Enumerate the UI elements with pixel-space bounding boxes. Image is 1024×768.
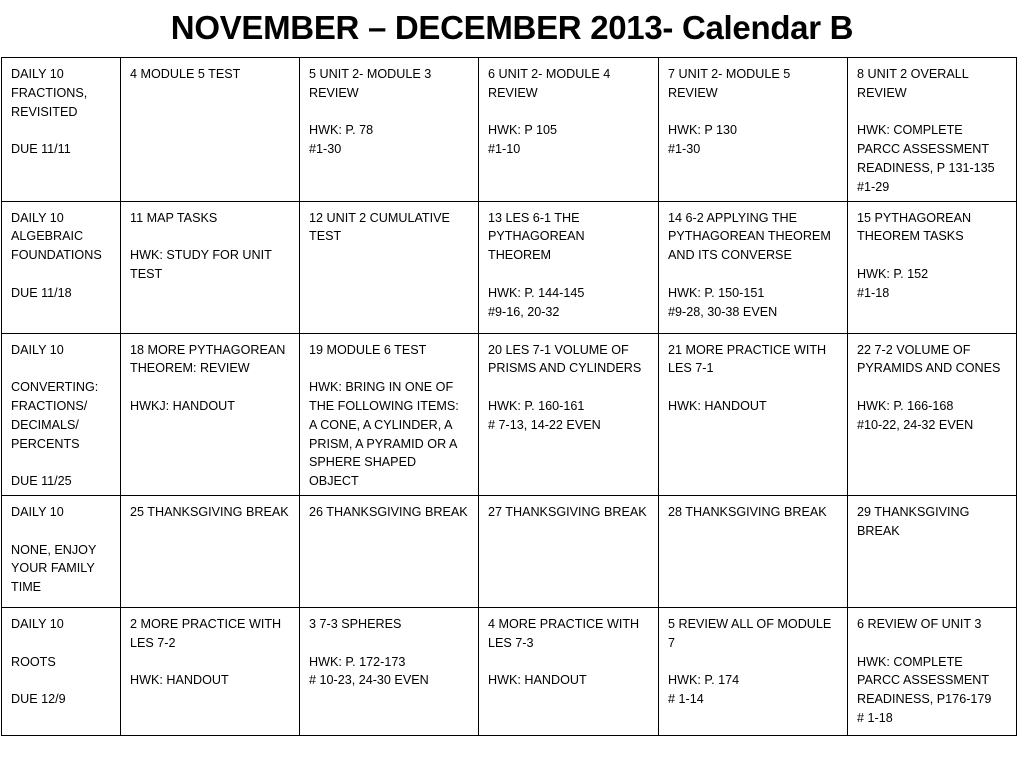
daily-10-cell: DAILY 10 ROOTS DUE 12/9 [2,607,121,735]
day-cell: 6 UNIT 2- MODULE 4 REVIEW HWK: P 105 #1-10 [479,58,659,202]
day-cell: 26 THANKSGIVING BREAK [300,495,479,607]
calendar-week-row [2,607,1017,735]
day-cell: 29 THANKSGIVING BREAK [848,495,1017,607]
daily-10-cell: DAILY 10 ALGEBRAIC FOUNDATIONS DUE 11/18 [2,201,121,333]
day-cell: 4 MODULE 5 TEST [121,58,300,202]
day-cell: 15 PYTHAGOREAN THEOREM TASKS HWK: P. 152 #1-18 [848,201,1017,333]
day-cell: 5 UNIT 2- MODULE 3 REVIEW HWK: P. 78 #1-30 [300,58,479,202]
day-cell: 3 7-3 SPHERES HWK: P. 172-173 # 10-23, 24-30 EVEN [300,607,479,735]
calendar-week-row [2,201,1017,333]
day-cell: 18 MORE PYTHAGOREAN THEOREM: REVIEW HWKJ: HANDOUT [121,333,300,495]
daily-10-cell: DAILY 10 CONVERTING: FRACTIONS/ DECIMALS/ PERCENTS DUE 11/25 [2,333,121,495]
calendar-week-row [2,333,1017,495]
day-cell: 21 MORE PRACTICE WITH LES 7-1 HWK: HANDOUT [659,333,848,495]
day-cell: 12 UNIT 2 CUMULATIVE TEST [300,201,479,333]
calendar-week-row [2,495,1017,607]
day-cell: 11 MAP TASKS HWK: STUDY FOR UNIT TEST [121,201,300,333]
day-cell: 7 UNIT 2- MODULE 5 REVIEW HWK: P 130 #1-30 [659,58,848,202]
day-cell: 19 MODULE 6 TEST HWK: BRING IN ONE OF THE FOLLOWING ITEMS: A CONE, A CYLINDER, A PRISM, A PYRAMID OR A SPHERE SHAPED OBJECT [300,333,479,495]
calendar-table [1,57,1017,736]
day-cell: 6 REVIEW OF UNIT 3 HWK: COMPLETE PARCC ASSESSMENT READINESS, P176-179 # 1-18 [848,607,1017,735]
day-cell: 5 REVIEW ALL OF MODULE 7 HWK: P. 174 # 1-14 [659,607,848,735]
day-cell: 13 LES 6-1 THE PYTHAGOREAN THEOREM HWK: P. 144-145 #9-16, 20-32 [479,201,659,333]
calendar-week-row [2,58,1017,202]
day-cell: 2 MORE PRACTICE WITH LES 7-2 HWK: HANDOUT [121,607,300,735]
day-cell: 8 UNIT 2 OVERALL REVIEW HWK: COMPLETE PARCC ASSESSMENT READINESS, P 131-135 #1-29 [848,58,1017,202]
day-cell: 20 LES 7-1 VOLUME OF PRISMS AND CYLINDERS HWK: P. 160-161 # 7-13, 14-22 EVEN [479,333,659,495]
day-cell: 14 6-2 APPLYING THE PYTHAGOREAN THEOREM AND ITS CONVERSE HWK: P. 150-151 #9-28, 30-38 EVEN [659,201,848,333]
day-cell: 25 THANKSGIVING BREAK [121,495,300,607]
daily-10-cell: DAILY 10 NONE, ENJOY YOUR FAMILY TIME [2,495,121,607]
day-cell: 4 MORE PRACTICE WITH LES 7-3 HWK: HANDOUT [479,607,659,735]
day-cell: 28 THANKSGIVING BREAK [659,495,848,607]
daily-10-cell: DAILY 10 FRACTIONS, REVISITED DUE 11/11 [2,58,121,202]
day-cell: 27 THANKSGIVING BREAK [479,495,659,607]
page-title: NOVEMBER – DECEMBER 2013- Calendar B [170,9,854,46]
day-cell: 22 7-2 VOLUME OF PYRAMIDS AND CONES HWK: P. 166-168 #10-22, 24-32 EVEN [848,333,1017,495]
